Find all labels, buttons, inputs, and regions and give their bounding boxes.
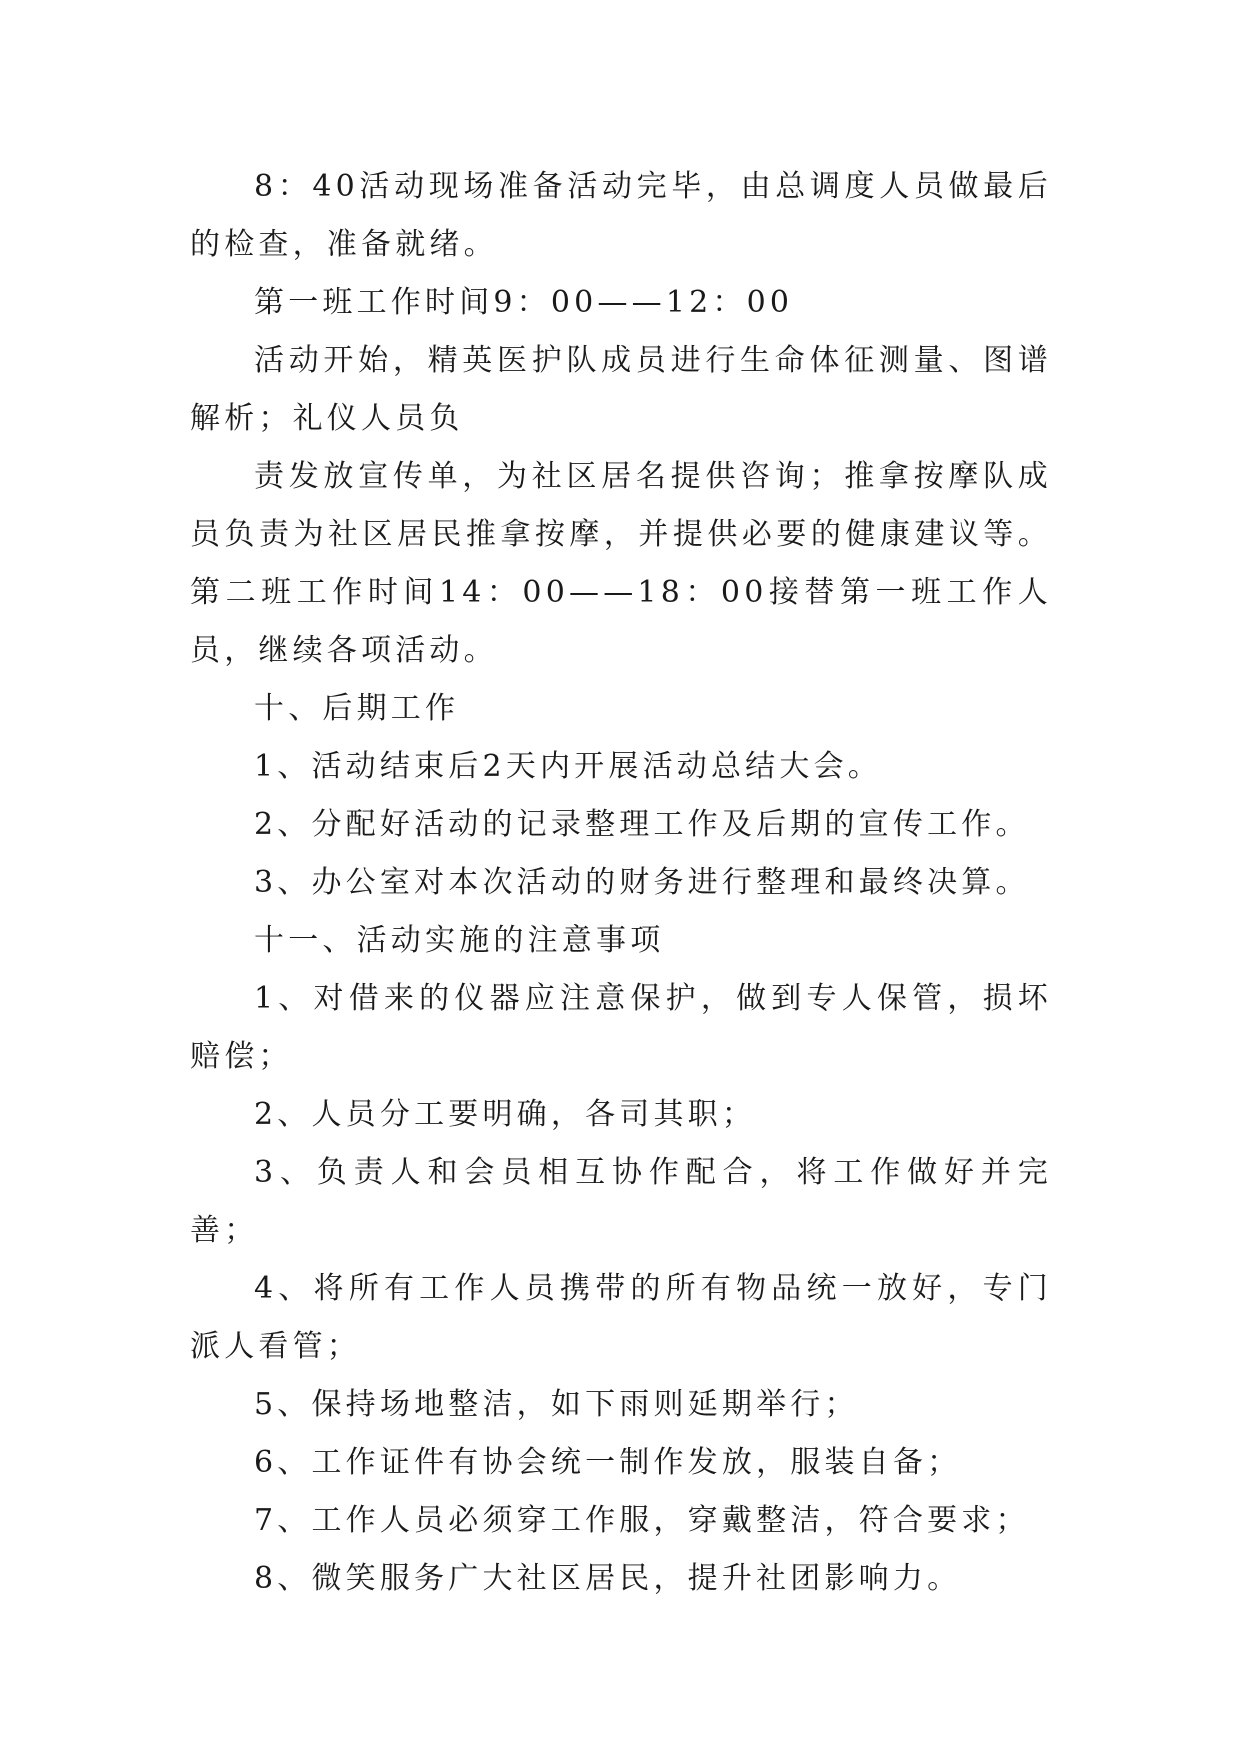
list-item-precaution-6: 6、工作证件有协会统一制作发放，服装自备； — [254, 1445, 962, 1480]
paragraph-first-shift-time: 第一班工作时间9：00——12：00 — [254, 285, 794, 320]
list-item-follow-up-1: 1、活动结束后2天内开展活动总结大会。 — [254, 749, 882, 784]
list-item-precaution-8: 8、微笑服务广大社区居民，提升社团影响力。 — [254, 1561, 962, 1596]
paragraph-activity-start: 活动开始，精英医护队成员进行生命体征测量、图谱解析；礼仪人员负 — [190, 343, 1052, 436]
list-item-follow-up-2: 2、分配好活动的记录整理工作及后期的宣传工作。 — [254, 807, 1030, 842]
section-heading-precautions: 十一、活动实施的注意事项 — [254, 923, 665, 958]
list-item-precaution-3: 3、负责人和会员相互协作配合，将工作做好并完善； — [190, 1155, 1052, 1248]
list-item-precaution-2: 2、人员分工要明确，各司其职； — [254, 1097, 757, 1132]
list-item-precaution-5: 5、保持场地整洁，如下雨则延期举行； — [254, 1387, 859, 1422]
paragraph-duties-second-shift: 责发放宣传单，为社区居名提供咨询；推拿按摩队成员负责为社区居民推拿按摩，并提供必要的健康建议等。第二班工作时间14：00——18：00接替第一班工作人员，继续各项活动。 — [190, 459, 1052, 668]
document-body — [190, 158, 1052, 1608]
list-item-precaution-7: 7、工作人员必须穿工作服，穿戴整洁，符合要求； — [254, 1503, 1030, 1538]
list-item-precaution-1: 1、对借来的仪器应注意保护，做到专人保管，损坏赔偿； — [190, 981, 1052, 1074]
list-item-precaution-4: 4、将所有工作人员携带的所有物品统一放好，专门派人看管； — [190, 1271, 1052, 1364]
section-heading-follow-up-work: 十、后期工作 — [254, 691, 460, 726]
list-item-follow-up-3: 3、办公室对本次活动的财务进行整理和最终决算。 — [254, 865, 1030, 900]
paragraph-setup-complete: 8：40活动现场准备活动完毕，由总调度人员做最后的检查，准备就绪。 — [190, 169, 1052, 262]
